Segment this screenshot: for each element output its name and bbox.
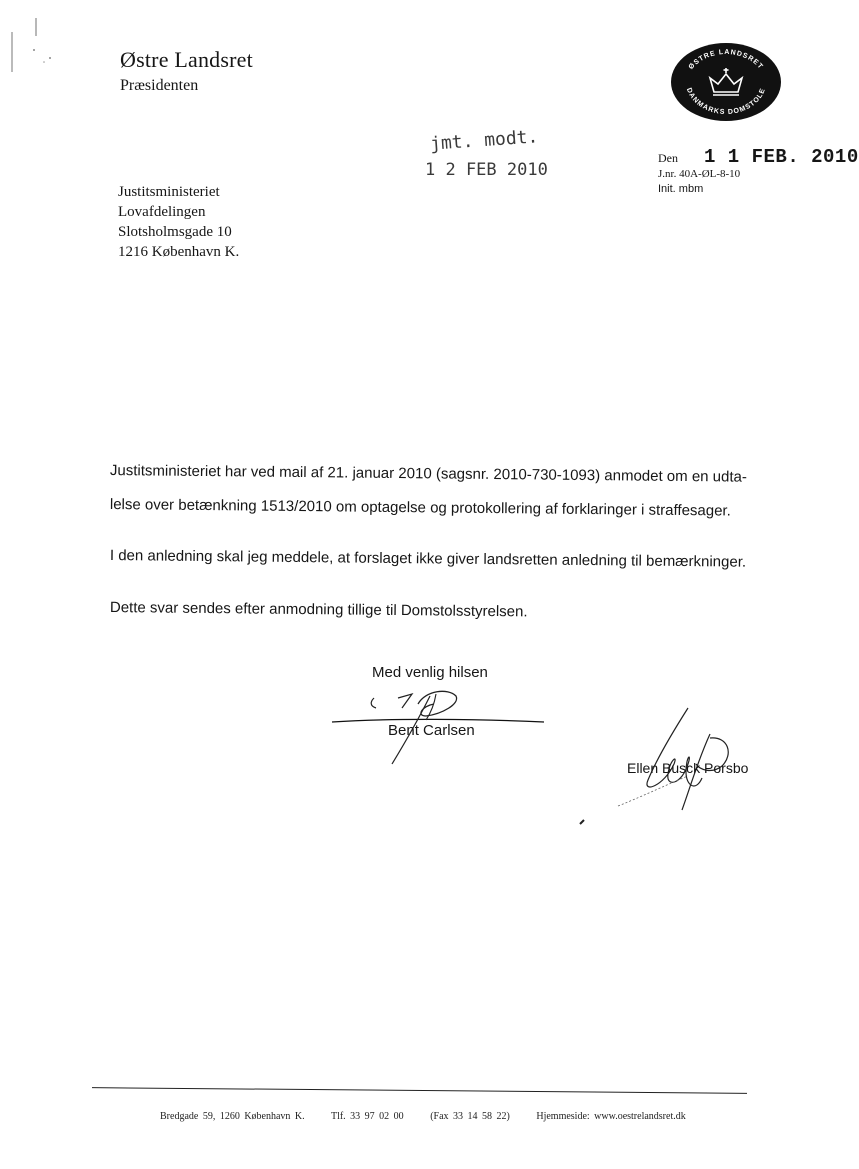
recipient-line: Lovafdelingen — [118, 204, 206, 220]
signer-1-name: Bent Carlsen — [388, 722, 475, 739]
recipient-line: Slotsholmsgade 10 — [118, 224, 232, 240]
received-stamp-date: 1 2 FEB 2010 — [425, 160, 548, 180]
body-paragraph-3: Dette svar sendes efter anmodning tillige til Domstolsstyrelsen. — [109, 599, 528, 621]
court-seal-icon — [670, 42, 782, 122]
signer-2-name: Ellen Busck Porsbo — [627, 760, 749, 776]
seal-text-bottom: DANMARKS DOMSTOLE — [684, 87, 768, 117]
body-paragraph-2: I den anledning skal jeg meddele, at forslaget ikke giver landsretten anledning til bemærkninger. — [109, 547, 747, 571]
body-paragraph-1-line-1: Justitsministeriet har ved mail af 21. januar 2010 (sagsnr. 2010-730-1093) anmodet om en udta- — [109, 462, 747, 486]
journal-number: J.nr. 40A-ØL-8-10 — [658, 168, 741, 180]
footer-rule — [92, 1087, 747, 1094]
received-stamp-label: jmt. modt. — [429, 126, 539, 155]
footer — [160, 1111, 708, 1122]
footer-address: Bredgade 59, 1260 København K. — [160, 1111, 305, 1122]
recipient-line: Justitsministeriet — [118, 184, 220, 200]
initials: Init. mbm — [658, 183, 704, 195]
court-name: Østre Landsret — [120, 47, 253, 72]
court-department: Præsidenten — [120, 77, 199, 94]
date-label: Den — [658, 151, 678, 165]
body-paragraph-1-line-2: lelse over betænkning 1513/2010 om optagelse og protokollering af forklaringer i straffesager. — [109, 496, 731, 520]
scan-marks — [6, 14, 56, 74]
closing-greeting: Med venlig hilsen — [372, 664, 488, 681]
letter-date-stamp: 1 1 FEB. 2010 — [704, 146, 859, 168]
footer-fax: (Fax 33 14 58 22) — [430, 1111, 510, 1122]
recipient-line: 1216 København K. — [118, 244, 240, 260]
footer-website: Hjemmeside: www.oestrelandsret.dk — [536, 1111, 686, 1122]
seal-text-top: ØSTRE LANDSRET — [687, 48, 765, 71]
footer-phone: Tlf. 33 97 02 00 — [330, 1111, 404, 1122]
